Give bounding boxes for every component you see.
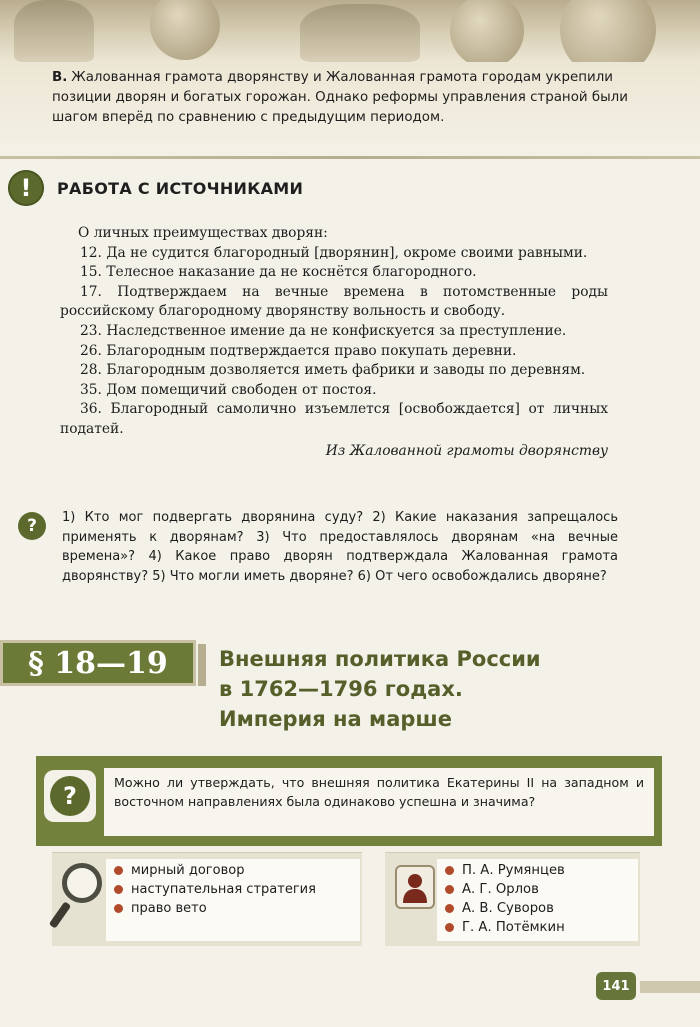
page-number: 141 [596,972,636,1000]
paragraph-title-line: Империя на марше [219,707,452,731]
source-intro: О личных преимуществах дворян: [78,225,328,241]
question-icon: ? [18,512,46,540]
source-item: 12. Да не судится благородный [дворянин], окроме своими равными. [80,244,588,261]
person-name: А. Г. Орлов [462,882,539,897]
bullet-dot [114,885,123,894]
source-item: 23. Наследственное имение да не конфискуется за преступление. [80,322,567,339]
questions-text: 1) Кто мог подвергать дворянина суду? 2) Какие наказания запрещалось применять к дворянам? 3) Что предоставлялось дворянам «на вечные времена»? 4) Какое право дворян подтверждала Жалованная грамота дворянству? 5) Что могли иметь дворяне? 6) От чего освобождались дворяне? [62,510,618,584]
key-question-box [36,756,662,846]
person-silhouette-graphic [400,870,430,904]
source-section-header [8,170,303,206]
summary-letter: В. [52,70,68,85]
person-item [445,918,565,937]
persons-list [445,861,565,937]
medal-image [150,0,220,60]
question-icon: ? [44,770,96,822]
bullet-dot [445,866,454,875]
paragraph-title [219,644,639,734]
term-label: право вето [131,901,207,916]
summary-text: Жалованная грамота дворянству и Жалованная грамота городам укрепили позиции дворян и богатых горожан. Однако реформы управления страной были шагом вперёд по сравнению с предыдущим периодом. [52,70,628,125]
person-silhouette-icon [395,865,435,909]
source-item: 35. Дом помещичий свободен от постоя. [80,381,377,398]
bullet-dot [445,885,454,894]
source-section-title: РАБОТА С ИСТОЧНИКАМИ [57,178,304,198]
bullet-dot [445,904,454,913]
term-item [114,880,316,899]
person-item [445,861,565,880]
source-item: 15. Телесное наказание да не коснётся благородного. [80,264,477,281]
source-document [60,224,608,461]
bullet-dot [114,866,123,875]
paragraph-number: § 18—19 [0,640,196,686]
page-number-band [640,981,700,993]
source-citation: Из Жалованной грамоты дворянству [325,442,608,459]
person-name: П. А. Румянцев [462,863,565,878]
exclamation-icon: ! [8,170,44,206]
person-item [445,880,565,899]
portrait-figure-left [14,0,94,62]
term-label: наступательная стратегия [131,882,316,897]
key-question-text: Можно ли утверждать, что внешняя политика Екатерины II на западном и восточном направлениях была одинаково успешна и значима? [104,768,654,836]
header-illustration-banner [0,0,700,62]
section-divider [0,156,700,159]
terms-list [114,861,316,918]
summary-paragraph [0,62,700,158]
term-label: мирный договор [131,863,245,878]
persons-box [385,852,640,946]
coin-image [560,0,656,62]
person-name: Г. А. Потёмкин [462,920,565,935]
source-item: 28. Благородным дозволяется иметь фабрики и заводы по деревням. [80,362,586,379]
source-item: 26. Благородным подтверждается право покупать деревни. [80,342,517,359]
paragraph-title-line: в 1762—1796 годах. [219,677,463,701]
bullet-dot [445,923,454,932]
person-name: А. В. Суворов [462,901,554,916]
paragraph-title-line: Внешняя политика России [219,647,541,671]
questions-block [18,508,618,586]
portrait-figure-center [300,4,420,62]
magnifier-icon [62,863,102,903]
source-item: 36. Благородный самолично изъемлется [освобождается] от личных податей. [60,401,608,437]
bullet-dot [114,904,123,913]
paragraph-header [0,636,700,748]
source-item: 17. Подтверждаем на вечные времена в потомственные роды российскому благородному дворянству вольность и свободу. [60,283,608,320]
term-item [114,899,316,918]
person-item [445,899,565,918]
term-item [114,861,316,880]
coin-image [450,0,524,62]
paragraph-separator [198,644,206,686]
terms-box [52,852,362,946]
magnifier-handle [49,901,72,929]
